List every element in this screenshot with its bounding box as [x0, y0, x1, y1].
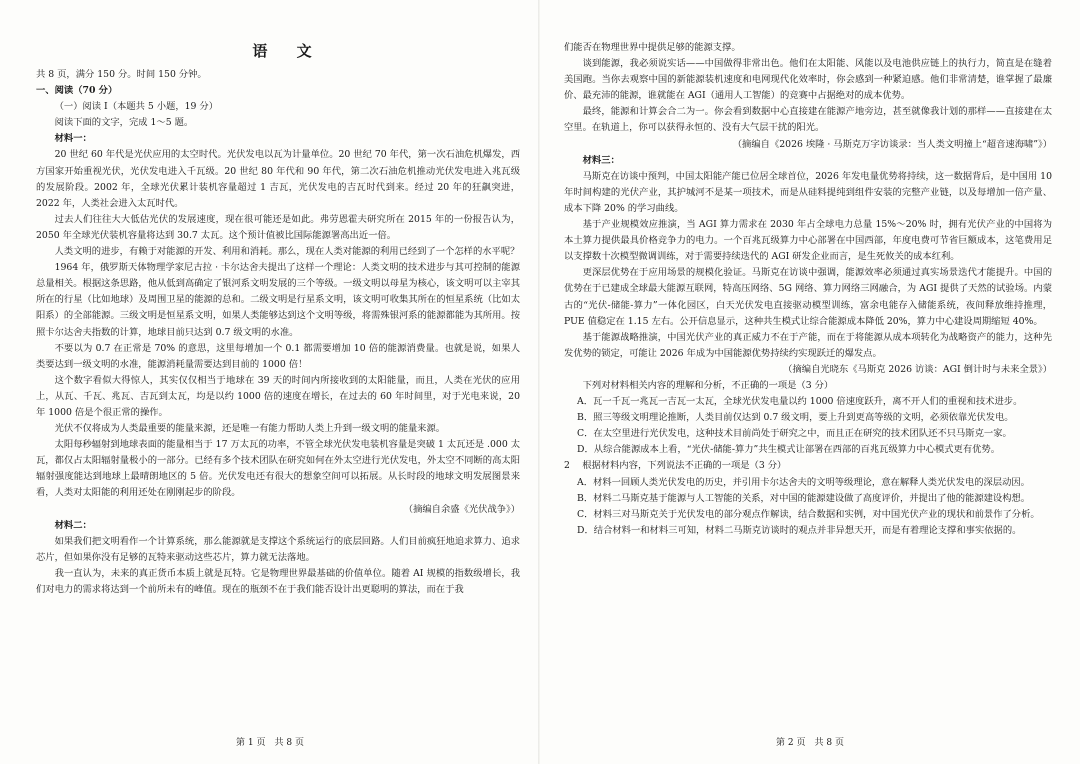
material-2-heading: 材料二： — [54, 519, 92, 531]
material-1-paragraph: 不要以为 0.7 在正常是 70% 的意思，这里每增加一个 0.1 都需要增加 10 倍的能源消费量。也就是说，如果人类要达到一级文明的水准，能源消耗量需要达到目前的 1000 倍！ — [36, 342, 520, 370]
question-1-option-b: B．照三等级文明理论推断，人类目前仅达到 0.7 级文明，要上升到更高等级的文明，必须依靠光伏发电。 — [577, 412, 1014, 424]
reading-instruction: 阅读下面的文字，完成 1～5 题。 — [54, 117, 194, 129]
material-1-paragraph: 这个数字看似大得惊人，其实仅仅相当于地球在 39 天的时间内所接收到的太阳能量，而且，人类在光伏的应用上，从瓦、千瓦、兆瓦、吉瓦到太瓦，均是以约 1000 倍的速度在增长，在过去的 60 年时间里，对于光电来说，20 年 1000 倍是个很正常的操作。 — [36, 374, 520, 418]
question-1-option-a: A．瓦一千瓦一兆瓦一吉瓦一太瓦，全球光伏发电量以约 1000 倍速度跃升，离不开人们的重视和技术进步。 — [577, 396, 1023, 408]
material-1-paragraph: 太阳每秒辐射到地球表面的能量相当于 17 万太瓦的功率，不管全球光伏发电装机容量是突破 1 太瓦还是 .000 太瓦，都仅占太阳辐射量极小的一部分。已经有多个技术团队在研究如何在外太空进行光伏发电，外太空不同断的高太阳辐射强度能达到地球上最晴朗地区的 5 倍。光伏发电还有很大的想象空间可以拓展。从长时段的地球文明发展图景来看，人类对太阳能的利用还处在刚刚起步的阶段。 — [36, 439, 520, 499]
material-1-paragraph: 光伏不仅将成为人类最重要的能量来源，还是唯一有能力帮助人类上升到一级文明的能量来源。 — [54, 423, 446, 435]
question-2-option-a: A．材料一回顾人类光伏发电的历史，并引用卡尔达舍夫的文明等级理论，意在解释人类光伏发电的深层动因。 — [577, 476, 1030, 488]
exam-title: 语 文 — [252, 42, 324, 60]
material-3-paragraph: 基于产业规模效应推演，当 AGI 算力需求在 2030 年占全球电力总量 15%～20% 时，拥有光伏产业的中国将为本土算力提供最具价格竞争力的电力。一个百兆瓦级算力中心部署在中国西部，年度电费可节省巨额成本，这笔费用足以支撑数十次模型微调训练，对于需要持续迭代的 AGI 研发企业而言，是生死攸关的成本红利。 — [564, 219, 1052, 263]
material-3-heading: 材料三： — [582, 154, 620, 166]
material-2-paragraph: 们能否在物理世界中提供足够的能源支撑。 — [564, 42, 741, 53]
material-1-heading: 材料一： — [54, 133, 92, 145]
question-2-option-d: D．结合材料一和材料三可知，材料二马斯克访谈时的观点并非异想天开，而是有着理论支撑和事实依据的。 — [577, 524, 1022, 536]
question-2-stem — [564, 458, 1052, 474]
question-1-stem: 下列对材料相关内容的理解和分析，不正确的一项是（3 分） — [582, 379, 834, 391]
material-3-paragraph: 更深层优势在于应用场景的规模化验证。马斯克在访谈中强调，能源效率必须通过真实场景迭代才能提升。中国的优势在于已建成全球最大能源互联网，特高压网络、5G 网络、算力网络三网融合，为 AGI 提供了天然的试验场。内蒙古的“光伏-储能-算力”一体化园区，白天光伏发电直接驱动模型训练，富余电能存入储能系统，夜间释放维持推理，PUE 值稳定在 1.15 左右。公开信息显示，这种共生模式让综合能源成本降低 20%，算力中心建设周期缩短 40%。 — [564, 267, 1052, 327]
right-page — [540, 0, 1080, 764]
material-2-paragraph: 谈到能源，我必须说实话——中国做得非常出色。他们在太阳能、风能以及电池供应链上的执行力，简直是在缝着美国跑。当你去观察中国的新能源装机速度和电网现代化效率时，你会感到一种紧迫感。他们非常清楚，谁掌握了最廉价、最充沛的能源，谁就能在 AGI（通用人工智能）的竞赛中占据绝对的成本优势。 — [564, 58, 1052, 102]
material-2-paragraph: 如果我们把文明看作一个计算系统，那么能源就是支撑这个系统运行的底层回路。人们目前疯狂地追求算力、追求芯片，但如果你没有足够的瓦特来驱动这些芯片，算力就无法落地。 — [36, 535, 520, 563]
material-1-paragraph: 人类文明的进步，有赖于对能源的开发、利用和消耗。那么，现在人类对能源的利用已经到了一个怎样的水平呢？ — [54, 246, 520, 258]
material-2-source: （摘编自《2026 埃隆 · 马斯克万字访谈录：当人类文明撞上“超音速海啸”》） — [732, 138, 1052, 150]
question-2-option-c: C．材料三对马斯克关于光伏发电的部分观点作解读，结合数据和实例，对中国光伏产业的现状和前景作了分析。 — [577, 508, 1040, 520]
material-3-source: （摘编自光晓东《马斯克 2026 访谈：AGI 倒计时与未来全景》） — [783, 363, 1052, 375]
exam-intro: 共 8 页，满分 150 分。时间 150 分钟。 — [36, 69, 207, 80]
question-1-option-d: D．从综合能源成本上看，“光伏-储能-算力”共生模式让部署在西部的百兆瓦级算力中心模式更有优势。 — [577, 444, 1001, 456]
subsection-heading: （一）阅读 I（本题共 5 小题，19 分） — [54, 101, 218, 113]
material-3-paragraph: 马斯克在访谈中预判，中国太阳能产能已位居全球首位，2026 年发电量优势将持续，这一数据背后，是中国用 10 年时间构建的光伏产业，其护城河不是某一项技术，而是从硅料提纯到组件安装的完整产业链，以及每增加一倍产量、成本下降 20% 的学习曲线。 — [564, 170, 1052, 214]
material-1-paragraph: 过去人们往往大大低估光伏的发展速度，现在很可能还是如此。弗劳恩霍夫研究所在 2015 年的一份报告认为，2050 年全球光伏装机容量将达到 30.7 太瓦。这个预计值被比国际能源署高出近一倍。 — [36, 213, 520, 241]
question-2-number: 2 — [564, 460, 570, 472]
section-heading: 一、阅读（70 分） — [36, 85, 118, 97]
question-1-option-c: C．在太空里进行光伏发电，这种技术目前尚处于研究之中，而且正在研究的技术团队还不只马斯克一家。 — [577, 428, 1012, 440]
question-2-text: 根据材料内容，下列说法不正确的一项是（3 分） — [582, 460, 787, 472]
page-footer-left: 第 1 页 共 8 页 — [236, 738, 304, 748]
material-1-paragraph: 1964 年，俄罗斯天体物理学家尼古拉 · 卡尔达舍夫提出了这样一个理论：人类文明的技术进步与其可控制的能源总量相关。根据这条思路，他从低到高确定了银河系文明发展的三个等级。一级文明以母星为核心，该文明可以主宰其所在的行星（比如地球）及周围卫星的能源的总和。二级文明是行星系文明，该文明可收集其所在的恒星系统（比如太阳系）的全部能源。三级文明是恒星系文明，如果人类能够达到这个文明等级，将需殊银河系的能源都能为其所用。按照卡尔达舍夫指数的计算，地球目前只达到 0.7 级文明的水准。 — [36, 262, 520, 338]
material-1-paragraph: 20 世纪 60 年代是光伏应用的太空时代。光伏发电以瓦为计量单位。20 世纪 70 年代，第一次石油危机爆发，西方国家开始重视光伏，光伏发电进入千瓦级。20 世纪 80 年代和 90 年代，第二次石油危机推动光伏发电进入兆瓦级的发展阶段。2002 年，全球光伏累计装机容量超过 1 吉瓦，光伏发电的吉瓦时代到来。经过 20 年的狂飙突进，2022 年，人类社会进入太瓦时代。 — [36, 149, 520, 209]
material-2-paragraph: 最终，能源和计算会合二为一。你会看到数据中心直接建在能源产地旁边，甚至就像我计划的那样——直接建在太空里。在轨道上，你可以获得永恒的、没有大气层干扰的阳光。 — [564, 106, 1052, 134]
material-3-paragraph: 基于能源战略推演，中国光伏产业的真正威力不在于产能，而在于将能源从成本项转化为战略资产的能力，这种先发优势的锁定，可能让 2026 年成为中国能源优势持续约实现跃迁的爆发点。 — [564, 331, 1052, 359]
material-1-source: （摘编自余盛《光伏战争》） — [403, 503, 520, 515]
question-2-option-b: B．材料二马斯克基于能源与人工智能的关系，对中国的能源建设做了高度评价，并提出了他的能源建设构想。 — [577, 492, 1031, 504]
material-2-paragraph: 我一直认为，未来的真正货币本质上就是瓦特。它是物理世界最基础的价值单位。随着 AI 规模的指数级增长，我们对电力的需求将达到一个前所未有的峰值。现在的瓶颈不在于我们能否设计出更聪明的算法，而在于我 — [36, 567, 520, 595]
page-footer-right: 第 2 页 共 8 页 — [776, 738, 844, 748]
